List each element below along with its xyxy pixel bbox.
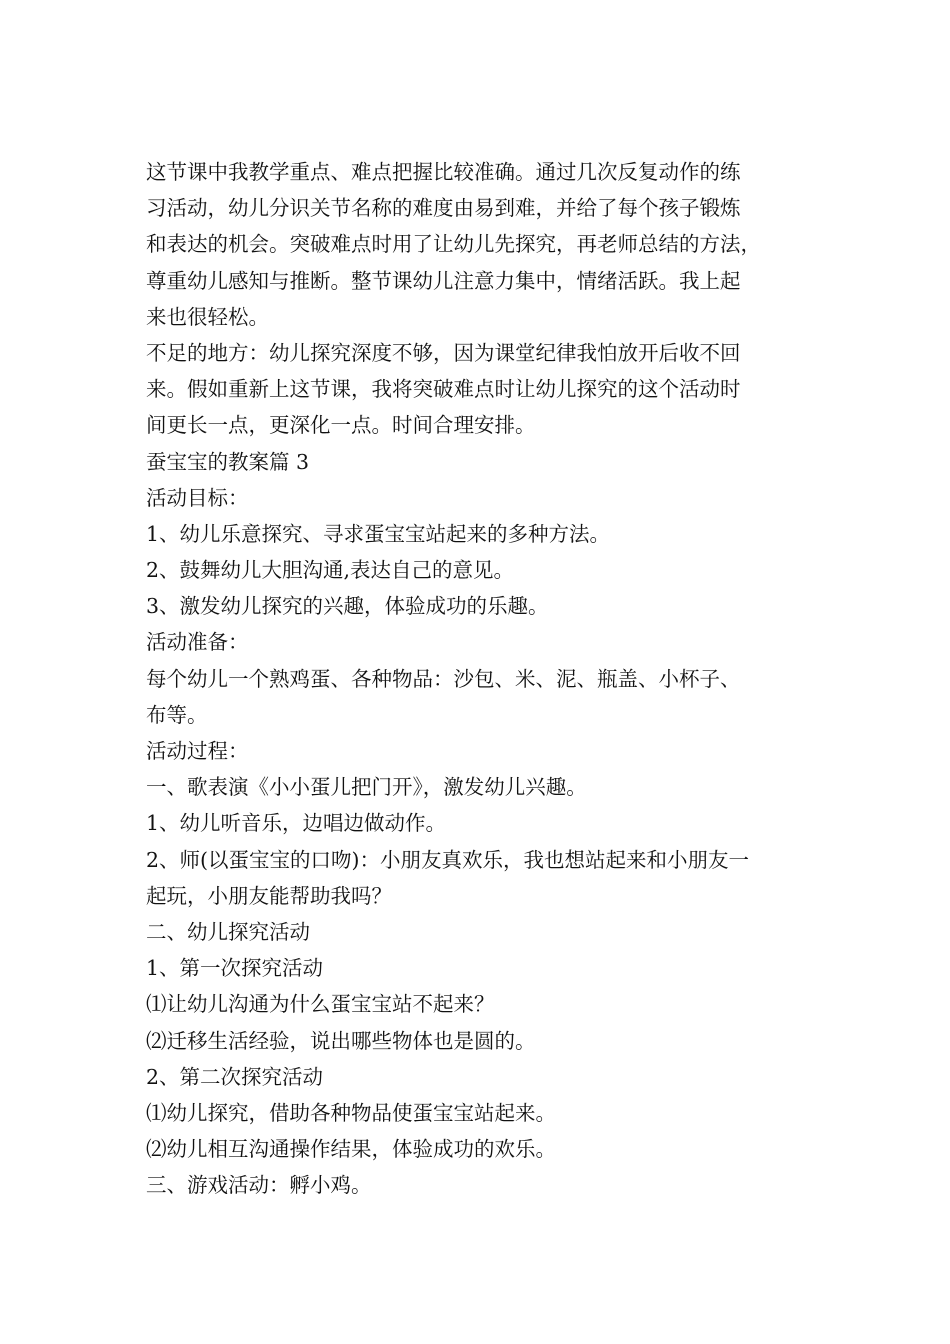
paragraph-line: 布等。 <box>146 702 208 727</box>
paragraph-line: 这节课中我教学重点、难点把握比较准确。通过几次反复动作的练 <box>146 160 741 184</box>
list-item: 1、幼儿乐意探究、寻求蛋宝宝站起来的多种方法。 <box>146 521 611 546</box>
section-heading: 蚕宝宝的教案篇 3 <box>146 449 310 474</box>
list-item: 起玩，小朋友能帮助我吗？ <box>146 883 392 908</box>
paragraph-line: 间更长一点，更深化一点。时间合理安排。 <box>146 413 536 438</box>
list-item: 一、歌表演《小小蛋儿把门开》，激发幼儿兴趣。 <box>146 775 587 800</box>
list-item: ⑵幼儿相互沟通操作结果，体验成功的欢乐。 <box>146 1137 556 1162</box>
list-item: 1、幼儿听音乐，边唱边做动作。 <box>146 811 447 836</box>
list-item: 1、第一次探究活动 <box>146 956 324 981</box>
paragraph-line: 尊重幼儿感知与推断。整节课幼儿注意力集中，情绪活跃。我上起 <box>146 268 741 293</box>
paragraph-line: 来。假如重新上这节课，我将突破难点时让幼儿探究的这个活动时 <box>146 377 741 402</box>
list-item: ⑴幼儿探究，借助各种物品使蛋宝宝站起来。 <box>146 1100 556 1125</box>
paragraph-line: 来也很轻松。 <box>146 304 269 329</box>
paragraph-line: 不足的地方：幼儿探究深度不够，因为课堂纪律我怕放开后收不回 <box>146 340 741 365</box>
subheading-activity-goals: 活动目标： <box>146 485 249 510</box>
list-item: ⑴让幼儿沟通为什么蛋宝宝站不起来？ <box>146 992 495 1017</box>
subheading-activity-process: 活动过程： <box>146 739 249 763</box>
document-body <box>146 154 816 1203</box>
paragraph-line: 习活动，幼儿分识关节名称的难度由易到难，并给了每个孩子锻炼 <box>146 196 741 221</box>
paragraph-line: 每个幼儿一个熟鸡蛋、各种物品：沙包、米、泥、瓶盖、小杯子、 <box>146 666 741 691</box>
paragraph-line: 和表达的机会。突破难点时用了让幼儿先探究，再老师总结的方法， <box>146 232 761 257</box>
subheading-activity-preparation: 活动准备： <box>146 630 249 655</box>
list-item: 三、游戏活动：孵小鸡。 <box>146 1173 372 1198</box>
list-item: 3、激发幼儿探究的兴趣，体验成功的乐趣。 <box>146 594 549 619</box>
list-item: 2、师(以蛋宝宝的口吻)：小朋友真欢乐，我也想站起来和小朋友一 <box>146 847 750 872</box>
list-item: ⑵迁移生活经验，说出哪些物体也是圆的。 <box>146 1028 536 1053</box>
list-item: 2、鼓舞幼儿大胆沟通,表达自己的意见。 <box>146 558 515 583</box>
list-item: 二、幼儿探究活动 <box>146 919 310 944</box>
list-item: 2、第二次探究活动 <box>146 1064 324 1089</box>
